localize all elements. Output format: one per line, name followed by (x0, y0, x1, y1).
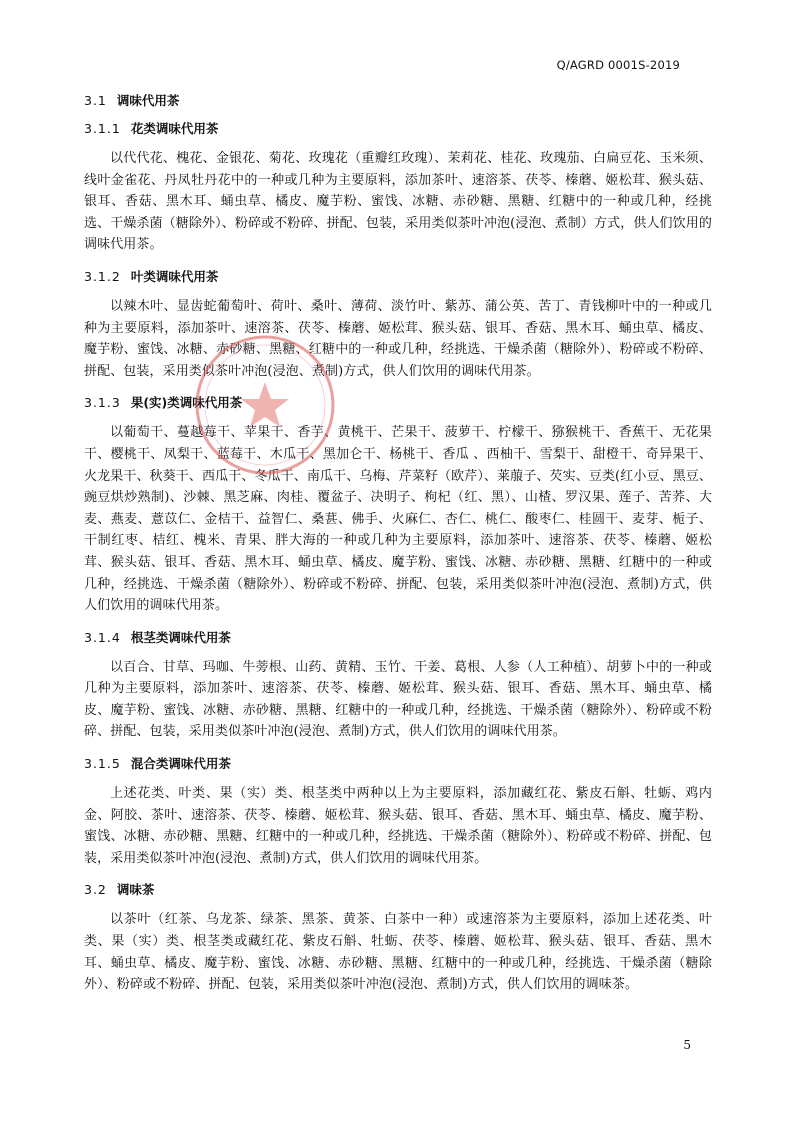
section-heading-3-2 (84, 881, 712, 899)
section-title: 叶类调味代用茶 (130, 268, 219, 284)
section-number: 3.1 (84, 93, 107, 108)
section-title: 果(实)类调味代用茶 (130, 395, 243, 411)
document-body (84, 92, 712, 1008)
section-paragraph-3-1-2: 以辣木叶、显齿蛇葡萄叶、荷叶、桑叶、薄荷、淡竹叶、紫苏、蒲公英、苦丁、青钱柳叶中的一种或几种为主要原料，添加茶叶、速溶茶、茯苓、榛蘑、姬松茸、猴头菇、银耳、香菇、黑木耳、蛹虫草、橘皮、魔芋粉、蜜饯、冰糖、赤砂糖、黑糖、红糖中的一种或几种，经挑选、干燥杀菌（糖除外）、粉碎或不粉碎、拼配、包装，采用类似茶叶冲泡(浸泡、煮制)方式，供人们饮用的调味代用茶。 (84, 298, 712, 379)
page-number: 5 (683, 1038, 691, 1052)
section-number: 3.1.5 (84, 756, 121, 772)
section-heading-3-1-2 (84, 268, 712, 286)
section-heading-3-1-1 (84, 120, 712, 138)
section-paragraph-3-1-3: 以葡萄干、蔓越莓干、苹果干、香芋、黄桃干、芒果干、菠萝干、柠檬干、猕猴桃干、香蕉干、无花果干、樱桃干、凤梨干、蓝莓干、木瓜干、黑加仑干、杨桃干、香瓜 、西柚干、雪梨干、甜橙干、奇异果干、火龙果干、秋葵干、西瓜干、冬瓜干、南瓜干、乌梅、芹菜籽（欧芹）、莱菔子、芡实、豆类(红小豆、黑豆、豌豆烘炒熟制)、沙棘、黑芝麻、肉桂、覆盆子、决明子、枸杞（红、黑）、山楂、罗汉果、莲子、苦荞、大麦、燕麦、薏苡仁、金桔干、益智仁、桑葚、佛手、火麻仁、杏仁、桃仁、酸枣仁、桂圆干、麦芽、栀子、干制红枣、桔红、槐米、青果、胖大海的一种或几种为主要原料，添加茶叶、速溶茶、茯苓、榛蘑、姬松茸、猴头菇、银耳、香菇、黑木耳、蛹虫草、橘皮、魔芋粉、蜜饯、冰糖、赤砂糖、黑糖、红糖中的一种或几种，经挑选、干燥杀菌（糖除外）、粉碎或不粉碎、拼配、包装，采用类似茶叶冲泡(浸泡、煮制)方式，供人们饮用的调味代用茶。 (84, 425, 712, 614)
section-heading-3-1-5 (84, 755, 712, 773)
section-heading-3-1-4 (84, 629, 712, 647)
document-code: Q/AGRD 0001S-2019 (556, 58, 680, 72)
section-paragraph-3-1-5: 上述花类、叶类、果（实）类、根茎类中两种以上为主要原料，添加藏红花、紫皮石斛、牡蛎、鸡内金、阿胶、茶叶、速溶茶、茯苓、榛蘑、姬松茸、猴头菇、银耳、香菇、黑木耳、蛹虫草、橘皮、魔芋粉、蜜饯、冰糖、赤砂糖、黑糖、红糖中的一种或几种，经挑选、干燥杀菌（糖除外）、粉碎或不粉碎、拼配、包装，采用类似茶叶冲泡(浸泡、煮制)方式，供人们饮用的调味代用茶。 (84, 786, 712, 866)
section-heading-3-1 (84, 92, 712, 110)
section-paragraph-3-1-1: 以代代花、槐花、金银花、菊花、玫瑰花（重瓣红玫瑰）、茉莉花、桂花、玫瑰茄、白扁豆花、玉米须、线叶金雀花、丹凤牡丹花中的一种或几种为主要原料，添加茶叶、速溶茶、茯苓、榛蘑、姬松茸、猴头菇、银耳、香菇、黑木耳、蛹虫草、橘皮、魔芋粉、蜜饯、冰糖、赤砂糖、黑糖、红糖中的一种或几种，经挑选、干燥杀菌（糖除外）、粉碎或不粉碎、拼配、包装，采用类似茶叶冲泡(浸泡、煮制）方式，供人们饮用的调味代用茶。 (84, 151, 712, 253)
section-title: 调味茶 (116, 882, 155, 898)
section-number: 3.1.3 (84, 395, 121, 411)
section-paragraph-3-2: 以茶叶（红茶、乌龙茶、绿茶、黑茶、黄茶、白茶中一种）或速溶茶为主要原料，添加上述花类、叶类、果（实）类、根茎类或藏红花、紫皮石斛、牡蛎、茯苓、榛蘑、姬松茸、猴头菇、银耳、香菇、黑木耳、蛹虫草、橘皮、魔芋粉、蜜饯、冰糖、赤砂糖、黑糖、红糖中的一种或几种，经挑选、干燥杀菌（糖除外）、粉碎或不粉碎、拼配、包装，采用类似茶叶冲泡(浸泡、煮制)方式，供人们饮用的调味茶。 (84, 912, 712, 993)
section-number: 3.2 (84, 882, 107, 898)
section-number: 3.1.2 (84, 268, 121, 284)
section-heading-3-1-3 (84, 394, 712, 412)
section-title: 花类调味代用茶 (130, 121, 219, 136)
section-title: 根茎类调味代用茶 (130, 629, 231, 645)
section-number: 3.1.1 (84, 121, 121, 136)
section-title: 混合类调味代用茶 (130, 756, 231, 772)
section-title: 调味代用茶 (116, 93, 180, 108)
section-paragraph-3-1-4: 以百合、甘草、玛咖、牛蒡根、山药、黄精、玉竹、干姜、葛根、人参（人工种植）、胡萝卜中的一种或几种为主要原料，添加茶叶、速溶茶、茯苓、榛蘑、姬松茸、猴头菇、银耳、香菇、黑木耳、蛹虫草、橘皮、魔芋粉、蜜饯、冰糖、赤砂糖、黑糖、红糖中的一种或几种，经挑选、干燥杀菌（糖除外）、粉碎或不粉碎、拼配、包装，采用类似茶叶冲泡(浸泡、煮制)方式，供人们饮用的调味代用茶。 (84, 659, 712, 740)
section-number: 3.1.4 (84, 629, 121, 645)
